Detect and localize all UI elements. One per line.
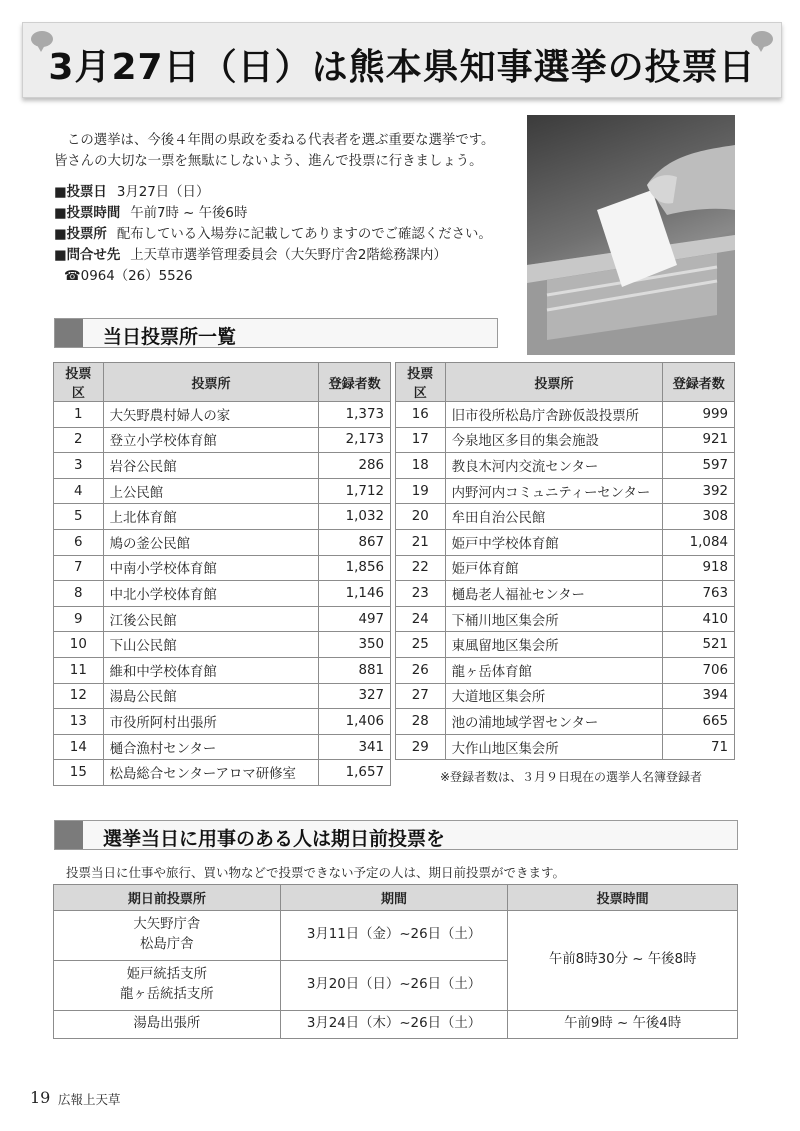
district-number: 13 [54,709,104,735]
header-place: 投票所 [103,363,319,402]
registered-count: 706 [663,657,735,683]
table-row [54,709,391,735]
district-number: 8 [54,581,104,607]
district-number: 15 [54,760,104,786]
polling-place-name: 姫戸中学校体育館 [445,529,663,555]
district-number: 26 [396,657,446,683]
table-row [396,453,735,479]
registered-count: 763 [663,581,735,607]
table-row [396,581,735,607]
registered-count: 867 [319,529,391,555]
district-number: 18 [396,453,446,479]
early-voting-table [53,884,738,1039]
polling-place-name: 岩谷公民館 [103,453,319,479]
polling-place-name: 市役所阿村出張所 [103,709,319,735]
polling-place-name: 湯島公民館 [103,683,319,709]
table-row [54,504,391,530]
header-hours: 投票時間 [508,885,738,911]
district-number: 22 [396,555,446,581]
publication-name: 広報上天草 [58,1092,121,1107]
registered-count: 308 [663,504,735,530]
registered-count: 521 [663,632,735,658]
info-label: ■投票時間 [54,206,121,221]
early-hours: 午前9時 ~ 午後4時 [508,1010,738,1038]
ballot-box-photo [527,115,735,355]
registered-count: 1,032 [319,504,391,530]
polling-place-name: 松島総合センターアロマ研修室 [103,760,319,786]
registered-count: 1,657 [319,760,391,786]
district-number: 10 [54,632,104,658]
section-title: 選挙当日に用事のある人は期日前投票を [103,828,446,850]
table-row [54,529,391,555]
polling-place-name: 樋合漁村センター [103,734,319,760]
table-row [396,427,735,453]
header-place: 投票所 [445,363,663,402]
table-row [54,581,391,607]
early-place: 姫戸統括支所 [126,967,207,983]
registered-count: 392 [663,478,735,504]
table-header-row [54,363,391,402]
registered-count: 597 [663,453,735,479]
district-number: 11 [54,657,104,683]
district-number: 23 [396,581,446,607]
header-district: 投票区 [54,363,104,402]
polling-table-right [395,362,735,760]
info-label: ■問合せ先 [54,248,121,263]
polling-place-name: 下山公民館 [103,632,319,658]
early-place: 大矢野庁舎 [133,917,201,933]
table-row [54,1010,738,1038]
table-row [396,709,735,735]
district-number: 12 [54,683,104,709]
district-number: 4 [54,478,104,504]
district-number: 3 [54,453,104,479]
polling-place-name: 内野河内コミュニティーセンター [445,478,663,504]
registered-count: 1,084 [663,529,735,555]
header-early-place: 期日前投票所 [54,885,281,911]
registered-count: 1,712 [319,478,391,504]
early-hours: 午前8時30分 ~ 午後8時 [508,910,738,1010]
table-row [54,427,391,453]
early-period: 3月20日（日）~26日（土） [280,960,508,1010]
district-number: 7 [54,555,104,581]
early-period: 3月24日（木）~26日（土） [280,1010,508,1038]
early-place: 松島庁舎 [140,937,194,953]
polling-table-left [53,362,391,786]
polling-place-name: 牟田自治公民館 [445,504,663,530]
early-place-cell [54,910,281,960]
info-place [54,224,524,245]
ballot-box-illustration [527,115,735,355]
info-label: ■投票所 [54,227,107,242]
polling-place-name: 下桶川地区集会所 [445,606,663,632]
table-row [54,734,391,760]
registered-count: 497 [319,606,391,632]
district-number: 25 [396,632,446,658]
table-row [396,683,735,709]
polling-place-name: 龍ヶ岳体育館 [445,657,663,683]
info-contact [54,245,524,266]
section-title: 当日投票所一覧 [103,326,237,348]
info-date [54,182,524,203]
info-hours [54,203,524,224]
table-row [396,529,735,555]
polling-place-name: 上北体育館 [103,504,319,530]
registered-count: 881 [319,657,391,683]
table-row [54,632,391,658]
district-number: 6 [54,529,104,555]
intro-line: 皆さんの大切な一票を無駄にしないよう、進んで投票に行きましょう。 [54,154,483,169]
registered-count: 1,373 [319,402,391,428]
district-number: 14 [54,734,104,760]
registered-count: 1,856 [319,555,391,581]
table-header-row [396,363,735,402]
table-row [54,402,391,428]
polling-place-name: 維和中学校体育館 [103,657,319,683]
early-period: 3月11日（金）~26日（土） [280,910,508,960]
header-district: 投票区 [396,363,446,402]
header-count: 登録者数 [663,363,735,402]
polling-place-name: 大作山地区集会所 [445,734,663,760]
district-number: 5 [54,504,104,530]
district-number: 16 [396,402,446,428]
polling-place-name: 大道地区集会所 [445,683,663,709]
polling-place-name: 中南小学校体育館 [103,555,319,581]
polling-place-name: 樋島老人福祉センター [445,581,663,607]
registered-count: 665 [663,709,735,735]
header-count: 登録者数 [319,363,391,402]
polling-place-name: 登立小学校体育館 [103,427,319,453]
table-row [54,478,391,504]
info-value: 配布している入場券に記載してありますのでご確認ください。 [116,227,492,242]
registered-count: 350 [319,632,391,658]
polling-place-name: 旧市役所松島庁舎跡仮設投票所 [445,402,663,428]
registered-count: 918 [663,555,735,581]
registered-count: 999 [663,402,735,428]
page-number: 19 [30,1088,51,1107]
district-number: 27 [396,683,446,709]
table-row [54,760,391,786]
district-number: 2 [54,427,104,453]
polling-place-name: 教良木河内交流センター [445,453,663,479]
section-header-polling-places [54,318,498,348]
registration-note: ※登録者数は、３月９日現在の選挙人名簿登録者 [440,770,703,784]
title-banner [22,22,782,98]
intro-line: この選挙は、今後４年間の県政を委ねる代表者を選ぶ重要な選挙です。 [67,133,495,148]
page-title: 3月27日（日）は熊本県知事選挙の投票日 [48,47,756,88]
registered-count: 327 [319,683,391,709]
table-row [54,555,391,581]
polling-place-name: 上公民館 [103,478,319,504]
table-row [396,504,735,530]
registered-count: 341 [319,734,391,760]
table-row [54,606,391,632]
info-value: 3月27日（日） [116,185,210,200]
district-number: 24 [396,606,446,632]
district-number: 20 [396,504,446,530]
table-row [396,734,735,760]
district-number: 28 [396,709,446,735]
district-number: 1 [54,402,104,428]
registered-count: 1,406 [319,709,391,735]
early-place-cell [54,960,281,1010]
polling-place-name: 姫戸体育館 [445,555,663,581]
registered-count: 286 [319,453,391,479]
polling-place-name: 大矢野農村婦人の家 [103,402,319,428]
info-value: 午前7時 ~ 午後6時 [130,206,248,221]
table-header-row [54,885,738,911]
info-tel: ☎0964（26）5526 [64,269,193,284]
district-number: 19 [396,478,446,504]
section-marker [55,319,83,347]
table-row [396,478,735,504]
registered-count: 921 [663,427,735,453]
table-row [396,606,735,632]
registered-count: 1,146 [319,581,391,607]
section-header-early-voting [54,820,738,850]
district-number: 9 [54,606,104,632]
table-row [54,683,391,709]
polling-place-name: 鳩の釜公民館 [103,529,319,555]
table-row [396,657,735,683]
info-value: 上天草市選挙管理委員会（大矢野庁舎2階総務課内） [130,248,447,263]
polling-place-name: 池の浦地域学習センター [445,709,663,735]
district-number: 21 [396,529,446,555]
table-row [54,657,391,683]
table-row [54,910,738,960]
table-row [396,555,735,581]
early-voting-description: 投票当日に仕事や旅行、買い物などで投票できない予定の人は、期日前投票ができます。 [66,865,566,880]
early-place: 龍ヶ岳統括支所 [119,987,214,1003]
early-place: 湯島出張所 [54,1010,281,1038]
polling-place-name: 中北小学校体育館 [103,581,319,607]
registered-count: 2,173 [319,427,391,453]
election-info [54,182,524,287]
registered-count: 410 [663,606,735,632]
intro-text [54,130,524,172]
polling-place-name: 江後公民館 [103,606,319,632]
table-row [54,453,391,479]
district-number: 29 [396,734,446,760]
table-row [396,632,735,658]
info-label: ■投票日 [54,185,107,200]
section-marker [55,821,83,849]
registered-count: 394 [663,683,735,709]
registered-count: 71 [663,734,735,760]
district-number: 17 [396,427,446,453]
table-row [396,402,735,428]
header-period: 期間 [280,885,508,911]
polling-place-name: 東風留地区集会所 [445,632,663,658]
polling-place-name: 今泉地区多目的集会施設 [445,427,663,453]
